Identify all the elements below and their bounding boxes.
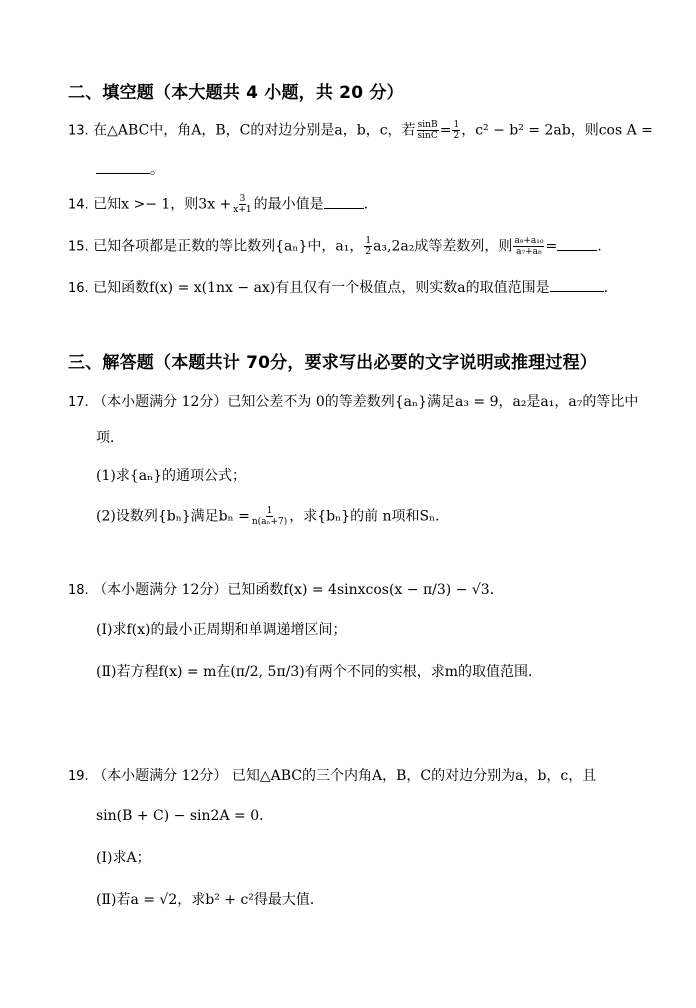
- fraction: [513, 236, 544, 257]
- question-text: ，c² − b² = 2ab，则cos A =: [461, 122, 653, 139]
- numerator: 1: [365, 236, 372, 246]
- question-text-continued: 项．: [96, 430, 124, 446]
- section-2-title: 二、填空题（本大题共 4 小题，共 20 分）: [68, 83, 404, 103]
- denominator: 2: [453, 131, 460, 141]
- question-number: 17.: [68, 395, 89, 410]
- question-17: [68, 392, 638, 413]
- part-2: (Ⅱ)若方程f(x) = m在(π/2, 5π/3)有两个不同的实根，求m的取值范围．: [96, 664, 543, 680]
- question-number: 19.: [68, 769, 89, 784]
- answer-blank[interactable]: [557, 238, 597, 251]
- numerator: 1: [266, 506, 273, 516]
- question-text-continued: sin(B + C) − sin2A = 0．: [96, 808, 274, 824]
- period: .: [597, 238, 602, 255]
- denominator: a₇+a₈: [516, 247, 542, 257]
- fraction: [232, 194, 252, 215]
- question-19: [68, 766, 596, 787]
- fraction: [452, 120, 460, 141]
- equals: =: [545, 238, 558, 255]
- part-2: (Ⅱ)若a = √2，求b² + c²得最大值．: [96, 892, 324, 908]
- section-3-title: 三、解答题（本题共计 70分，要求写出必要的文字说明或推理过程）: [68, 353, 597, 373]
- question-13: [68, 120, 653, 142]
- period: .: [363, 196, 369, 213]
- numerator: 3: [239, 194, 246, 204]
- part-1: (Ⅰ)求f(x)的最小正周期和单调递增区间；: [96, 622, 347, 638]
- part-text: ，求{bₙ}的前 n项和Sₙ．: [289, 508, 450, 525]
- question-number: 13.: [68, 123, 89, 139]
- numerator: a₉+a₁₀: [514, 236, 544, 246]
- denominator: sinC: [417, 131, 438, 141]
- question-text: （本小题满分 12分）已知函数f(x) = 4sinxcos(x − π/3) − √3．: [93, 582, 504, 598]
- period: .: [603, 280, 609, 296]
- question-text: 在△ABC中，角A，B，C的对边分别是a，b，c，若: [93, 122, 416, 139]
- part-1: (1)求{aₙ}的通项公式；: [96, 468, 247, 484]
- part-text: (2)设数列{bₙ}满足bₙ =: [96, 508, 250, 525]
- answer-blank[interactable]: [324, 196, 364, 209]
- answer-line-13: [96, 160, 164, 180]
- fraction: [251, 506, 288, 527]
- question-text: a₃,2a₂成等差数列，则: [373, 238, 513, 255]
- question-text: 已知函数f(x) = x(1nx − ax)有且仅有一个极值点，则实数a的取值范围是: [93, 280, 550, 296]
- question-text: 已知x >− 1，则3x +: [93, 196, 232, 213]
- equals: =: [439, 122, 452, 139]
- period: 。: [150, 162, 164, 178]
- numerator: 1: [453, 120, 460, 130]
- question-number: 16.: [68, 281, 89, 296]
- denominator: n(aₙ+7): [251, 517, 288, 527]
- question-16: [68, 278, 608, 299]
- question-text: （本小题满分 12分） 已知△ABC的三个内角A，B，C的对边分别为a，b，c，且: [93, 768, 597, 784]
- fraction: [417, 120, 439, 141]
- question-number: 18.: [68, 583, 89, 598]
- answer-blank[interactable]: [550, 279, 604, 292]
- question-15: [68, 236, 602, 258]
- part-1: (Ⅰ)求A；: [96, 850, 151, 866]
- question-number: 14.: [68, 197, 89, 213]
- part-2: [96, 506, 449, 527]
- denominator: 2: [365, 247, 372, 257]
- answer-blank[interactable]: [96, 161, 150, 174]
- question-number: 15.: [68, 239, 89, 255]
- denominator: x+1: [233, 205, 252, 215]
- question-text: 已知各项都是正数的等比数列{aₙ}中，a₁，: [93, 238, 364, 255]
- fraction: [364, 236, 372, 257]
- question-text: （本小题满分 12分）已知公差不为 0的等差数列{aₙ}满足a₃ = 9，a₂是a₁，a₇的等比中: [93, 394, 639, 410]
- question-14: [68, 194, 368, 216]
- question-18: [68, 580, 504, 601]
- question-text: 的最小值是: [253, 196, 324, 213]
- numerator: sinB: [417, 120, 438, 130]
